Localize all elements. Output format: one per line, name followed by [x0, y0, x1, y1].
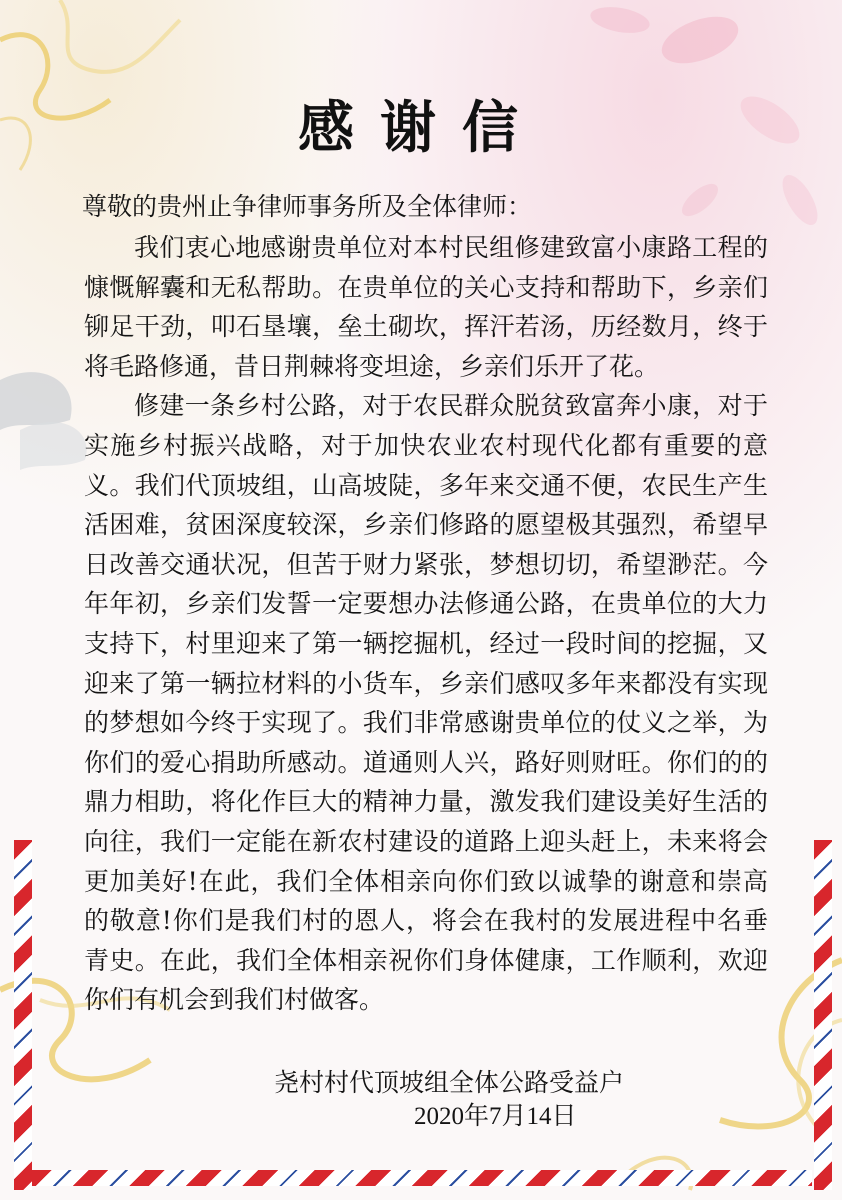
signature-date: 2020年7月14日 — [414, 1103, 577, 1130]
letter-paragraph: 修建一条乡村公路，对于农民群众脱贫致富奔小康，对于实施乡村振兴战略，对于加快农业农村现代化都有重要的意义。我们代顶坡组，山高坡陡，多年来交通不便，农民生产生活困难，贫困深度较深，乡亲们修路的愿望极其强烈，希望早日改善交通状况，但苦于财力紧张，梦想切切，希望渺茫。今年年初，乡亲们发誓一定要想办法修通公路，在贵单位的大力支持下，村里迎来了第一辆挖掘机，经过一段时间的挖掘，又迎来了第一辆拉材料的小货车，乡亲们感叹多年来都没有实现的梦想如今终于实现了。我们非常感谢贵单位的仗义之举，为你们的爱心捐助所感动。道通则人兴，路好则财旺。你们的的鼎力相助，将化作巨大的精神力量，激发我们建设美好生活的向往，我们一定能在新农村建设的道路上迎头赶上，未来将会更加美好!在此，我们全体相亲向你们致以诚挚的谢意和崇高的敬意!你们是我们村的恩人，将会在我村的发展进程中名垂青史。在此，我们全体相亲祝你们身体健康，工作顺利，欢迎你们有机会到我们村做客。 — [84, 391, 768, 1015]
letter-paragraph: 我们衷心地感谢贵单位对本村民组修建致富小康路工程的慷慨解囊和无私帮助。在贵单位的关心支持和帮助下，乡亲们铆足干劲，叩石垦壤，垒土砌坎，挥汗若汤，历经数月，终于将毛路修通，昔日荆棘将变坦途，乡亲们乐开了花。 — [84, 233, 768, 381]
leaf-decoration — [0, 372, 72, 430]
signature-name: 尧村村代顶坡组全体公路受益户 — [274, 1068, 625, 1097]
airmail-border-bottom — [32, 1170, 812, 1186]
petal-decoration — [588, 3, 651, 37]
leaf-decoration — [20, 422, 87, 470]
airmail-border-left — [14, 840, 32, 1190]
airmail-border-right — [814, 840, 832, 1190]
petal-decoration — [776, 170, 825, 230]
petal-decoration — [656, 8, 745, 73]
letter-title: 感谢信 — [298, 95, 544, 161]
ribbon-decoration — [60, 0, 180, 72]
letter-greeting: 尊敬的贵州止争律师事务所及全体律师： — [82, 192, 533, 221]
letter-body — [84, 228, 768, 1020]
